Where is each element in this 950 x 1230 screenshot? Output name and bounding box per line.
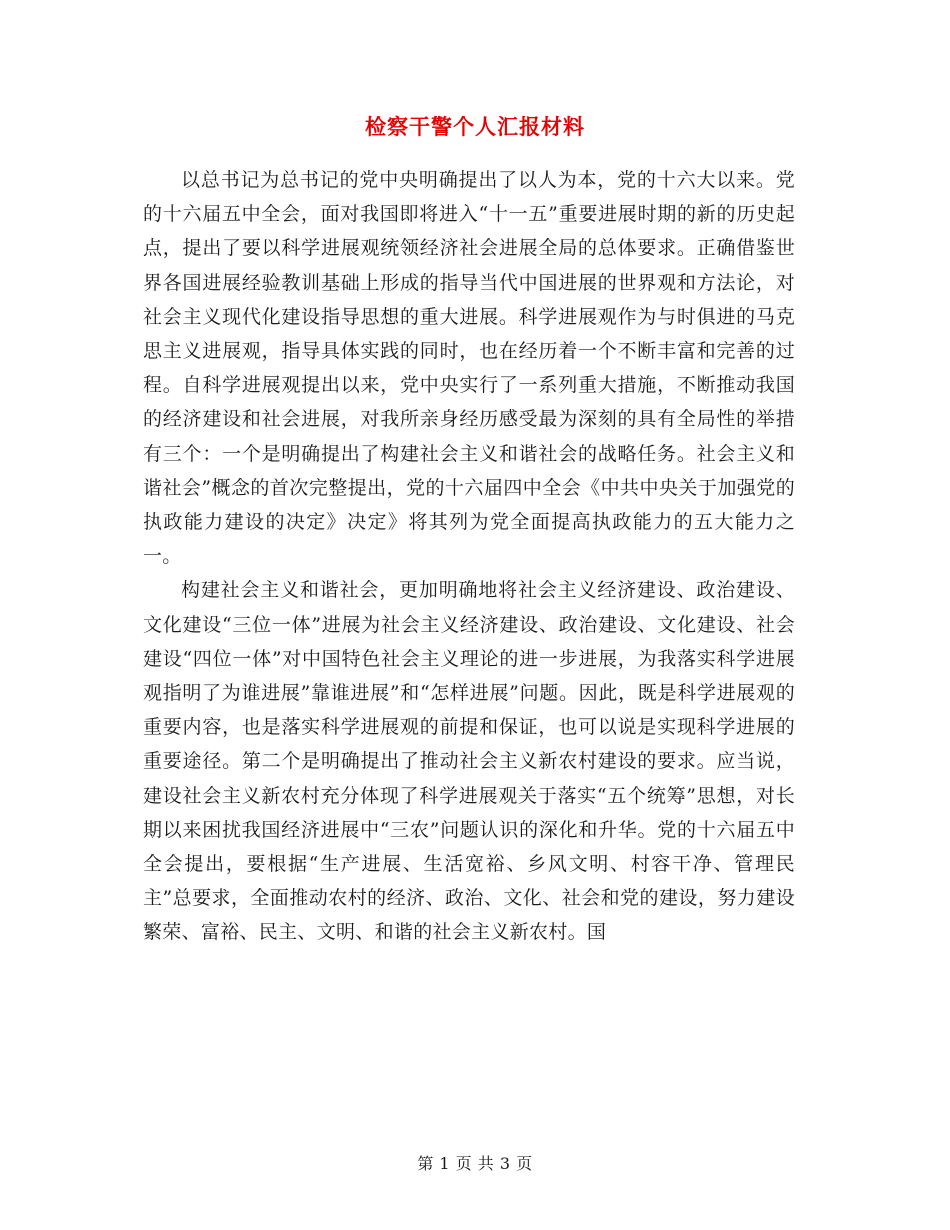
document-title: 检察干警个人汇报材料: [365, 114, 585, 139]
body-paragraph: 以总书记为总书记的党中央明确提出了以人为本，党的十六大以来。党的十六届五中全会，面对我国即将进入“十一五”重要进展时期的新的历史起点，提出了要以科学进展观统领经济社会进展全局的总体要求。正确借鉴世界各国进展经验教训基础上形成的指导当代中国进展的世界观和方法论，对社会主义现代化建设指导思想的重大进展。科学进展观作为与时俱进的马克思主义进展观，指导具体实践的同时，也在经历着一个不断丰富和完善的过程。自科学进展观提出以来，党中央实行了一系列重大措施，不断推动我国的经济建设和社会进展，对我所亲身经历感受最为深刻的具有全局性的举措有三个：一个是明确提出了构建社会主义和谐社会的战略任务。社会主义和谐社会”概念的首次完整提出，党的十六届四中全会《中共中央关于加强党的执政能力建设的决定》决定》将其列为党全面提高执政能力的五大能力之一。: [143, 169, 795, 568]
page-number-footer: 第 1 页 共 3 页: [417, 1154, 533, 1173]
body-paragraph: 构建社会主义和谐社会，更加明确地将社会主义经济建设、政治建设、文化建设“三位一体”进展为社会主义经济建设、政治建设、文化建设、社会建设“四位一体”对中国特色社会主义理论的进一步进展，为我落实科学进展观指明了为谁进展”靠谁进展”和“怎样进展”问题。因此，既是科学进展观的重要内容，也是落实科学进展观的前提和保证，也可以说是实现科学进展的重要途径。第二个是明确提出了推动社会主义新农村建设的要求。应当说，建设社会主义新农村充分体现了科学进展观关于落实“五个统筹”思想，对长期以来困扰我国经济进展中“三农”问题认识的深化和升华。党的十六届五中全会提出，要根据“生产进展、生活宽裕、乡风文明、村容干净、管理民主”总要求，全面推动农村的经济、政治、文化、社会和党的建设，努力建设繁荣、富裕、民主、文明、和谐的社会主义新农村。国: [143, 579, 795, 944]
document-body: [143, 163, 795, 950]
